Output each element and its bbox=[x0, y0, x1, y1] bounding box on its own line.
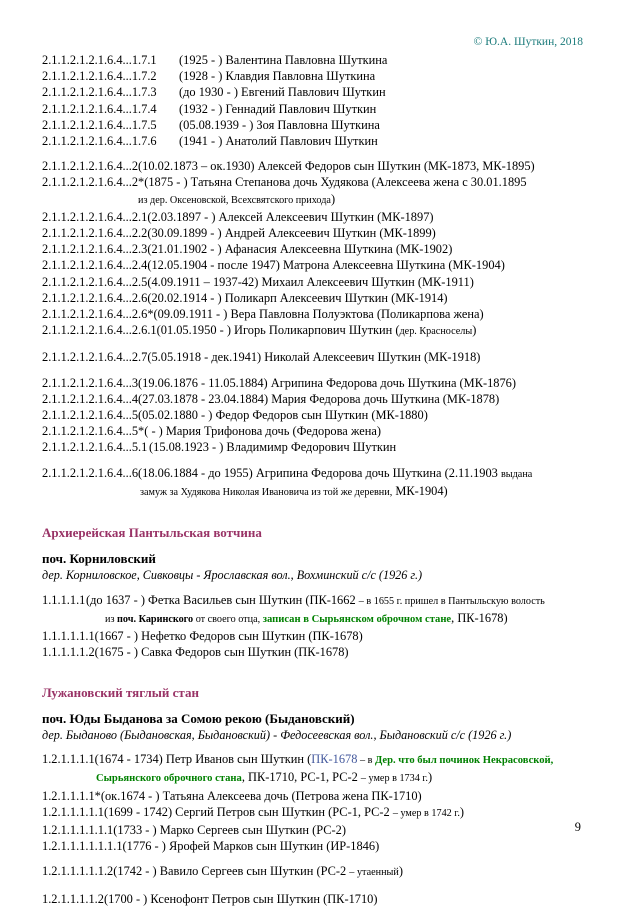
entry-row bbox=[42, 290, 601, 306]
entry-row bbox=[42, 306, 601, 322]
text-segment: (1700 - ) Ксенофонт Петров сын Шуткин (ПК-1710) bbox=[103, 891, 378, 906]
entry-text bbox=[95, 629, 363, 643]
entry-text bbox=[147, 210, 433, 224]
section-heading: Архиерейская Пантыльская вотчина bbox=[42, 525, 262, 541]
entry-text bbox=[147, 242, 452, 256]
entry-text bbox=[138, 159, 535, 173]
entry-row bbox=[42, 274, 601, 290]
text-segment: замуж за Худякова Николая Ивановича из той же деревни, bbox=[140, 486, 393, 498]
text-segment: (15.08.1923 - ) Владимимр Федорович Шуткин bbox=[149, 440, 397, 455]
entry-row bbox=[42, 209, 601, 225]
text-segment: поч. Каринского bbox=[117, 613, 194, 625]
entry-row bbox=[42, 241, 601, 257]
entry-id: 1.2.1.1.1.1* bbox=[42, 788, 101, 803]
text-segment: (5.05.1918 - дек.1941) Николай Алексеевич Шуткин (МК-1918) bbox=[147, 350, 481, 365]
entry-row bbox=[42, 133, 601, 149]
entry-id: 2.1.1.2.1.2.1.6.4...2.4 bbox=[42, 258, 148, 273]
entry-continuation-line bbox=[42, 610, 601, 628]
copyright-notice: © Ю.А. Шуткин, 2018 bbox=[473, 36, 583, 48]
text-segment: (1925 - ) Валентина Павловна Шуткина bbox=[179, 53, 388, 67]
entry-continuation-line bbox=[42, 769, 601, 787]
text-segment: (10.02.1873 – ок.1930) Алексей Федоров сын Шуткин (МК-1873, МК-1895) bbox=[138, 159, 535, 174]
text-segment: от своего отца, bbox=[193, 613, 263, 625]
entry-row bbox=[42, 804, 601, 822]
entry-row bbox=[42, 52, 601, 68]
entry-text bbox=[149, 440, 396, 454]
entry-text bbox=[113, 864, 403, 878]
entry-row bbox=[42, 407, 601, 423]
entry-id: 1.1.1.1.1.1 bbox=[42, 629, 95, 644]
entry-id: 2.1.1.2.1.2.1.6.4...2.2 bbox=[42, 226, 148, 241]
entry-text bbox=[147, 350, 480, 364]
entry-row bbox=[42, 838, 601, 854]
text-segment: выдана bbox=[500, 468, 533, 480]
entry-row bbox=[42, 349, 601, 365]
settlement-note: дер. Быданово (Быдановская, Быдановский) - Федосеевская вол., Быдановский с/с (1926 г.) bbox=[42, 727, 512, 742]
text-segment: Дер. что был починок Некрасовской, bbox=[374, 755, 554, 767]
text-segment: дер. Красноселы bbox=[399, 326, 473, 338]
text-segment: (1742 - ) Вавило Сергеев сын Шуткин (РС-2 bbox=[113, 864, 350, 879]
text-segment: (27.03.1878 - 23.04.1884) Мария Федорова дочь Шуткина (МК-1878) bbox=[138, 391, 500, 406]
entry-text bbox=[101, 789, 422, 803]
entry-row bbox=[42, 174, 601, 190]
text-segment: МК-1904) bbox=[392, 483, 448, 498]
entry-id: 1.1.1.1.1.2 bbox=[42, 645, 95, 660]
entry-id: 1.2.1.1.1.1.1.1 bbox=[42, 822, 114, 837]
entry-id: 2.1.1.2.1.2.1.6.4...6 bbox=[42, 465, 139, 480]
entry-id: 2.1.1.2.1.2.1.6.4...1.7.6 bbox=[42, 134, 157, 149]
text-segment: , ПК-1710, РС-1, РС-2 bbox=[241, 770, 361, 785]
entry-continuation-line bbox=[42, 483, 601, 501]
text-segment: (до 1637 - ) Фетка Васильев сын Шуткин (ПК-1662 bbox=[86, 592, 359, 607]
entry-id: 2.1.1.2.1.2.1.6.4...1.7.1 bbox=[42, 53, 157, 67]
text-segment: (1941 - ) Анатолий Павлович Шуткин bbox=[179, 134, 378, 149]
entry-text bbox=[144, 424, 381, 438]
entry-id: 2.1.1.2.1.2.1.6.4...2.5 bbox=[42, 274, 148, 289]
text-segment: (1675 - ) Савка Федоров сын Шуткин (ПК-1678) bbox=[94, 645, 349, 660]
entry-text bbox=[144, 175, 526, 189]
text-segment: (1674 - 1734) Петр Иванов сын Шуткин ( bbox=[94, 752, 312, 767]
text-segment: из bbox=[105, 613, 118, 625]
entry-id: 2.1.1.2.1.2.1.6.4...3 bbox=[42, 375, 139, 390]
entry-id: 2.1.1.2.1.2.1.6.4...1.7.5 bbox=[42, 117, 157, 132]
text-segment: ) bbox=[398, 864, 403, 879]
entry-text bbox=[123, 839, 380, 853]
entry-row bbox=[42, 117, 601, 133]
text-segment: ) bbox=[427, 770, 433, 785]
entry-text bbox=[95, 752, 554, 766]
entry-text bbox=[157, 323, 477, 337]
text-segment: (18.06.1884 - до 1955) Агрипина Федорова дочь Шуткина (2.11.1903 bbox=[138, 465, 501, 480]
entry-id: 2.1.1.2.1.2.1.6.4...5.1 bbox=[42, 440, 148, 455]
entry-text bbox=[147, 291, 447, 305]
entry-id: 2.1.1.2.1.2.1.6.4...5* bbox=[42, 424, 145, 439]
entry-text bbox=[86, 593, 545, 607]
text-segment: , ПК-1678) bbox=[451, 610, 508, 625]
entry-row bbox=[42, 322, 601, 340]
entry-text bbox=[179, 134, 378, 148]
entry-text bbox=[147, 258, 505, 272]
entry-text bbox=[104, 892, 378, 906]
text-segment: (1875 - ) Татьяна Степанова дочь Худякова (Алексеева жена с 30.01.1895 bbox=[144, 175, 527, 190]
entry-text bbox=[138, 376, 516, 390]
entry-row bbox=[42, 439, 601, 455]
entry-row bbox=[42, 423, 601, 439]
entry-row bbox=[42, 375, 601, 391]
text-segment: (4.09.1911 – 1937-42) Михаил Алексеевич Шуткин (МК-1911) bbox=[147, 274, 474, 289]
text-segment: (01.05.1950 - ) Игорь Поликарпович Шуткин ( bbox=[156, 323, 400, 338]
entry-id: 2.1.1.2.1.2.1.6.4...2 bbox=[42, 159, 139, 174]
entry-row bbox=[42, 644, 601, 660]
text-segment: ( - ) Мария Трифонова дочь (Федорова жена) bbox=[144, 424, 382, 439]
text-segment: (20.02.1914 - ) Поликарп Алексеевич Шуткин (МК-1914) bbox=[147, 290, 448, 305]
entry-row bbox=[42, 101, 601, 117]
entry-id: 1.2.1.1.1.1 bbox=[42, 752, 95, 767]
entry-row bbox=[42, 391, 601, 407]
settlement-heading: поч. Корниловский bbox=[42, 551, 156, 567]
entry-text bbox=[154, 307, 484, 321]
text-segment: Сырьянского оброчного стана bbox=[96, 773, 242, 785]
document-body bbox=[42, 52, 601, 907]
entry-row bbox=[42, 68, 601, 84]
text-segment: ) bbox=[459, 804, 465, 819]
text-segment: (19.06.1876 - 11.05.1884) Агрипина Федорова дочь Шуткина (МК-1876) bbox=[138, 375, 516, 390]
entry-id: 2.1.1.2.1.2.1.6.4...1.7.2 bbox=[42, 69, 157, 84]
entry-text bbox=[147, 226, 435, 240]
entry-id: 2.1.1.2.1.2.1.6.4...1.7.3 bbox=[42, 85, 157, 100]
entry-id: 1.2.1.1.1.1.1.1.1 bbox=[42, 839, 123, 854]
text-segment: (1928 - ) Клавдия Павловна Шуткина bbox=[179, 69, 376, 84]
entry-id: 1.2.1.1.1.1.1 bbox=[42, 804, 104, 819]
page-number: 9 bbox=[574, 820, 581, 834]
entry-row bbox=[42, 225, 601, 241]
entry-id: 1.1.1.1.1 bbox=[42, 592, 86, 607]
entry-id: 2.1.1.2.1.2.1.6.4...2.6.1 bbox=[42, 323, 157, 338]
entry-text bbox=[147, 275, 474, 289]
text-segment: (ок.1674 - ) Татьяна Алексеева дочь (Петрова жена ПК-1710) bbox=[100, 788, 422, 803]
entry-row bbox=[42, 863, 601, 881]
entry-id: 2.1.1.2.1.2.1.6.4...2.7 bbox=[42, 350, 148, 365]
text-segment: записан в Сырьянском оброчном стане bbox=[262, 613, 452, 625]
section-heading: Лужановский тяглый стан bbox=[42, 684, 199, 700]
entry-row bbox=[42, 592, 601, 610]
entry-row bbox=[42, 891, 601, 907]
text-segment: (1776 - ) Ярофей Марков сын Шуткин (ИР-1846) bbox=[122, 839, 380, 854]
entry-row bbox=[42, 465, 601, 483]
text-segment: – умер в 1742 г. bbox=[392, 807, 460, 819]
entry-id: 2.1.1.2.1.2.1.6.4...2* bbox=[42, 175, 145, 190]
entry-row bbox=[42, 628, 601, 644]
entry-text bbox=[179, 85, 386, 99]
text-segment: (12.05.1904 - после 1947) Матрона Алексеевна Шуткина (МК-1904) bbox=[147, 258, 505, 273]
entry-id: 2.1.1.2.1.2.1.6.4...4 bbox=[42, 391, 139, 406]
entry-id: 2.1.1.2.1.2.1.6.4...2.3 bbox=[42, 242, 148, 257]
text-segment: (09.09.1911 - ) Вера Павловна Полуэктова (Поликарпова жена) bbox=[153, 307, 484, 322]
entry-text bbox=[179, 102, 376, 116]
entry-text bbox=[179, 118, 380, 132]
text-segment: – утаенный bbox=[349, 867, 399, 879]
text-segment: (1667 - ) Нефетко Федоров сын Шуткин (ПК-1678) bbox=[94, 629, 363, 644]
text-segment: (2.03.1897 - ) Алексей Алексеевич Шуткин (МК-1897) bbox=[147, 209, 434, 224]
entry-row bbox=[42, 822, 601, 838]
entry-text bbox=[138, 408, 428, 422]
entry-text bbox=[179, 53, 387, 67]
entry-continuation-line bbox=[42, 191, 601, 209]
entry-text bbox=[95, 645, 349, 659]
text-segment: – в bbox=[357, 755, 375, 767]
entry-id: 2.1.1.2.1.2.1.6.4...1.7.4 bbox=[42, 101, 157, 116]
entry-text bbox=[113, 823, 346, 837]
entry-id: 1.2.1.1.1.1.1.2 bbox=[42, 864, 114, 879]
settlement-heading: поч. Юды Быданова за Сомою рекою (Быдановский) bbox=[42, 710, 355, 726]
entry-id: 2.1.1.2.1.2.1.6.4...2.6 bbox=[42, 290, 148, 305]
entry-id: 2.1.1.2.1.2.1.6.4...2.6* bbox=[42, 307, 154, 322]
entry-text bbox=[104, 805, 464, 819]
text-segment: (05.02.1880 - ) Федор Федоров сын Шуткин (МК-1880) bbox=[138, 408, 428, 423]
settlement-note: дер. Корниловское, Сивковцы - Ярославская вол., Вохминский с/с (1926 г.) bbox=[42, 568, 423, 583]
text-segment: (до 1930 - ) Евгений Павлович Шуткин bbox=[179, 85, 386, 100]
entry-id: 2.1.1.2.1.2.1.6.4...5 bbox=[42, 408, 139, 423]
entry-row bbox=[42, 257, 601, 273]
text-segment: из дер. Оксеновской, Всехсвятского прихода bbox=[138, 194, 331, 206]
entry-row bbox=[42, 84, 601, 100]
text-segment: ) bbox=[472, 323, 477, 338]
text-segment: (30.09.1899 - ) Андрей Алексеевич Шуткин (МК-1899) bbox=[147, 226, 436, 241]
entry-id: 2.1.1.2.1.2.1.6.4...2.1 bbox=[42, 209, 148, 224]
text-segment: – в 1655 г. пришел в Пантыльскую волость bbox=[358, 595, 545, 607]
text-segment: (1932 - ) Геннадий Павлович Шуткин bbox=[179, 101, 377, 116]
entry-text bbox=[138, 392, 499, 406]
text-segment: (05.08.1939 - ) Зоя Павловна Шуткина bbox=[179, 117, 380, 132]
text-segment: ПК-1678 bbox=[311, 752, 358, 767]
text-segment: – умер в 1734 г. bbox=[360, 773, 428, 785]
entry-row bbox=[42, 788, 601, 804]
entry-text bbox=[138, 466, 532, 480]
text-segment: (1733 - ) Марко Сергеев сын Шуткин (РС-2) bbox=[113, 822, 346, 837]
entry-row bbox=[42, 158, 601, 174]
text-segment: ) bbox=[330, 191, 336, 206]
entry-id: 1.2.1.1.1.1.2 bbox=[42, 891, 104, 906]
text-segment: (1699 - 1742) Сергий Петров сын Шуткин (РС-1, РС-2 bbox=[103, 804, 393, 819]
entry-row bbox=[42, 751, 601, 769]
entry-text bbox=[179, 69, 375, 83]
text-segment: (21.01.1902 - ) Афанасия Алексеевна Шуткина (МК-1902) bbox=[147, 242, 453, 257]
